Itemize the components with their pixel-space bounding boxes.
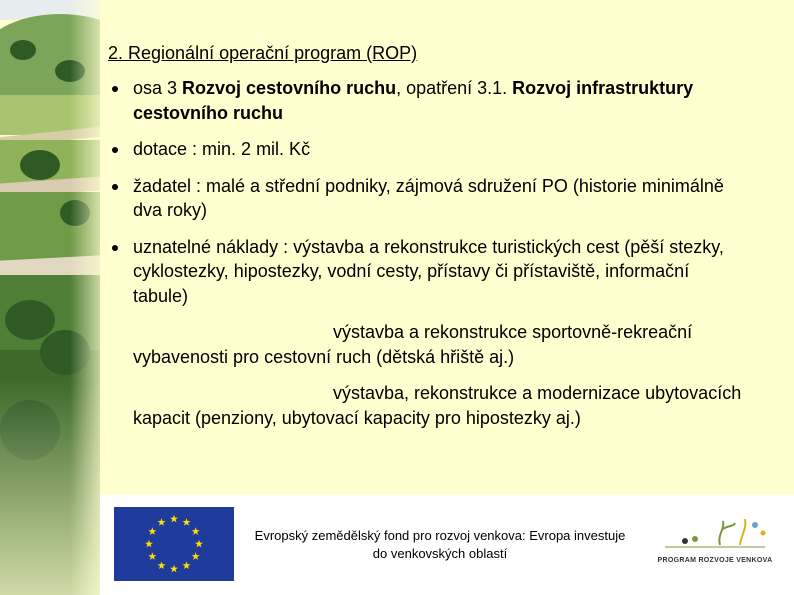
continuation-text: výstavba a rekonstrukce sportovně-rekreační vybavenosti pro cestovní ruch (dětská hřiště aj.) [133,322,693,367]
list-item [108,174,748,223]
eu-star-icon [158,518,166,526]
logo-label: PROGRAM ROZVOJE VENKOVA [657,557,773,564]
eu-star-icon [170,565,178,573]
item-bold-text: Rozvoj cestovního ruchu [182,78,397,98]
item-text: žadatel : malé a střední podniky, zájmová sdružení PO (historie minimálně dva roky) [133,175,724,220]
eu-fund-text: Evropský zemědělský fond pro rozvoj venkova: Evropa investuje do venkovských oblastí [254,528,626,561]
bullet-icon [112,147,118,153]
eu-star-icon [158,561,166,569]
list-item [108,235,748,309]
eu-flag-icon [114,507,234,581]
eu-star-icon [183,561,191,569]
eu-star-icon [195,540,203,548]
item-bold-text: Rozvoj infrastruktury cestovního ruchu [133,78,694,123]
eu-star-icon [183,518,191,526]
slide-heading: 2. Regionální operační program (ROP) [108,43,418,63]
list-item [108,137,748,162]
eu-star-icon [192,552,200,560]
list-item [108,76,748,125]
eu-star-icon [148,527,156,535]
continuation-paragraph [108,320,748,369]
item-text: osa 3 [133,78,183,98]
item-text: uznatelné náklady : výstavba a rekonstrukce turistických cest (pěší stezky, cyklostezky, hipostezky, vodní cesty, přístavy či přístaviště, informační tabule) [133,236,724,306]
continuation-text: výstavba, rekonstrukce a modernizace ubytovacích kapacit (penziony, ubytovací kapacity pro hipostezky aj.) [133,383,742,428]
continuation-paragraph [108,381,748,430]
footer [100,495,794,595]
eu-star-icon [170,515,178,523]
bullet-icon [112,86,118,92]
program-rozvoje-venkova-logo [645,515,785,575]
item-text: dotace : min. 2 mil. Kč [133,139,311,159]
slide-content [108,40,748,442]
bullet-list [108,76,748,308]
eu-star-icon [192,527,200,535]
eu-star-icon [145,540,153,548]
item-text: , opatření 3.1. [396,78,513,98]
landscape-photo [0,0,100,595]
eu-star-icon [148,552,156,560]
bullet-icon [112,184,118,190]
bullet-icon [112,245,118,251]
